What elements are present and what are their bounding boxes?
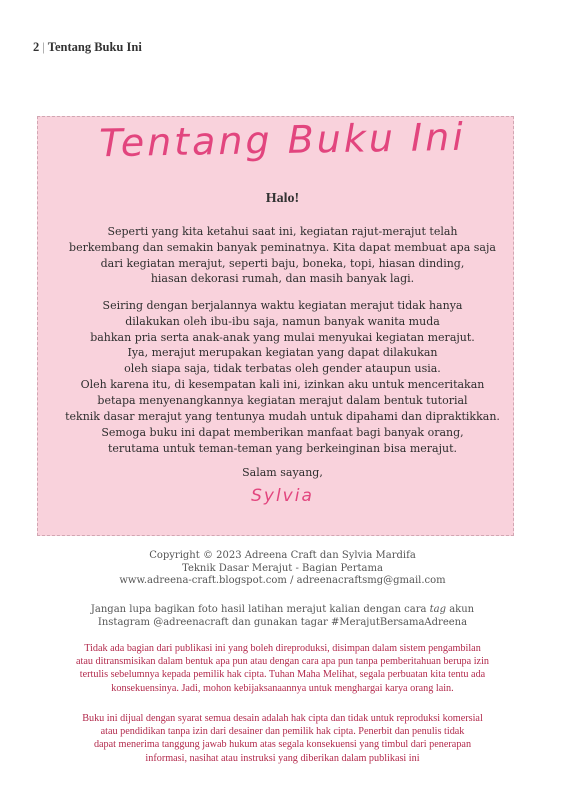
share-line-1	[0, 604, 565, 617]
section-title: Tentang Buku Ini	[47, 40, 142, 54]
legal-line: atau ditransmisikan dalam bentuk apa pun atau dengan cara apa pun tanpa pemberitahuan berupa izin	[76, 656, 489, 668]
closing	[40, 465, 525, 481]
legal-line: Tidak ada bagian dari publikasi ini yang boleh direproduksi, disimpan dalam sistem pengambilan	[84, 643, 481, 654]
closing-line: Salam sayang,	[242, 466, 323, 479]
legal-line: konsekuensinya. Jadi, mohon kebijaksanaannya untuk menghargai karya orang lain.	[111, 682, 454, 694]
legal-line: tertulis sebelumnya kepada pemilik hak cipta. Tuhan Maha Melihat, segala perbuatan kita tentu ada	[79, 669, 486, 681]
paragraph-line: Seiring dengan berjalannya waktu kegiatan merajut tidak hanya	[102, 299, 463, 312]
paragraph-line: Iya, merajut merupakan kegiatan yang dapat dilakukan	[127, 346, 438, 360]
box-title: Tentang Buku Ini	[98, 114, 467, 166]
paragraph-line: dilakukan oleh ibu-ibu saja, namun banyak wanita muda	[125, 314, 440, 328]
share-text: akun	[446, 604, 475, 615]
paragraph-line: dari kegiatan merajut, seperti baju, boneka, topi, hiasan dinding,	[100, 256, 465, 270]
paragraph-3	[40, 425, 525, 457]
book-title-line: Teknik Dasar Merajut - Bagian Pertama	[182, 562, 383, 574]
greeting: Halo!	[265, 191, 300, 206]
paragraph-line: betapa menyenangkannya kegiatan merajut dalam bentuk tutorial	[97, 393, 468, 407]
legal-line: atau pendidikan tanpa izin dari desainer dan pemilik hak cipta. Penerbit dan penulis tidak	[100, 726, 465, 738]
paragraph-line: hiasan dekorasi rumah, dan masih banyak lagi.	[150, 272, 415, 286]
paragraph-line: Seperti yang kita ketahui saat ini, kegiatan rajut-merajut telah	[107, 225, 458, 238]
legal-line: Buku ini dijual dengan syarat semua desain adalah hak cipta dan tidak untuk reproduksi komersial	[82, 713, 483, 724]
paragraph-2	[40, 298, 525, 424]
copyright-line: Copyright © 2023 Adreena Craft dan Sylvia Mardifa	[149, 550, 416, 561]
paragraph-1	[40, 224, 525, 287]
share-note	[0, 604, 565, 629]
paragraph-line: Semoga buku ini dapat memberikan manfaat bagi banyak orang,	[101, 426, 464, 439]
legal-notice-2	[0, 712, 565, 765]
paragraph-line: terutama untuk teman-teman yang berkeinginan bisa merajut.	[108, 441, 457, 455]
paragraph-line: teknik dasar merajut yang tentunya mudah untuk dipahami dan dipraktikkan.	[65, 409, 500, 423]
share-text: Jangan lupa bagikan foto hasil latihan merajut kalian dengan cara	[90, 604, 430, 615]
legal-notice-1	[0, 642, 565, 695]
share-line-2: Instagram @adreenacraft dan gunakan tagar #MerajutBersamaAdreena	[97, 616, 468, 628]
legal-line: informasi, nasihat atau instruksi yang diberikan dalam publikasi ini	[145, 752, 420, 764]
paragraph-line: bahkan pria serta anak-anak yang mulai menyukai kegiatan merajut.	[90, 330, 475, 344]
signature: Sylvia	[251, 486, 314, 506]
tag-word: tag	[429, 604, 447, 615]
contact-line: www.adreena-craft.blogspot.com / adreenacraftsmg@gmail.com	[119, 575, 446, 586]
legal-line: dapat menerima tanggung jawab hukum atas segala konsekuensi yang timbul dari penerapan	[93, 739, 472, 751]
page-header	[33, 40, 142, 55]
copyright-block	[0, 550, 565, 588]
paragraph-line: oleh siapa saja, tidak terbatas oleh gender ataupun usia.	[124, 362, 441, 376]
paragraph-line: Oleh karena itu, di kesempatan kali ini, izinkan aku untuk menceritakan	[80, 377, 485, 391]
paragraph-line: berkembang dan semakin banyak peminatnya. Kita dapat membuat apa saja	[69, 240, 496, 254]
page-number: 2	[33, 40, 40, 54]
header-separator: |	[42, 40, 45, 54]
